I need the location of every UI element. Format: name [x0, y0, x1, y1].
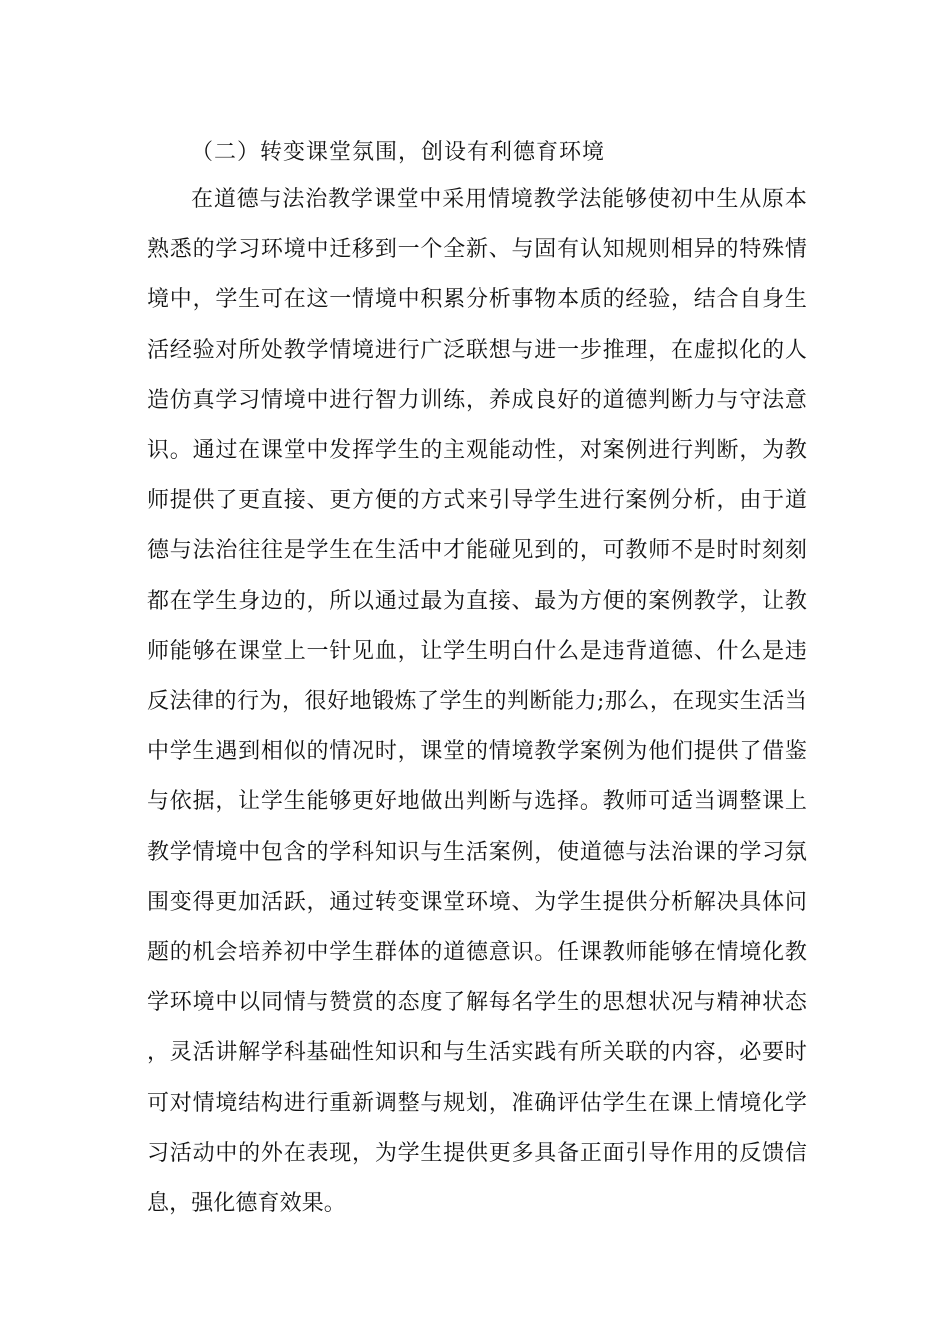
- document-body: [147, 131, 807, 1229]
- section-heading: （二）转变课堂氛围，创设有利德育环境: [191, 140, 606, 165]
- body-paragraph: 在道德与法治教学课堂中采用情境教学法能够使初中生从原本熟悉的学习环境中迁移到一个全新、与固有认知规则相异的特殊情境中，学生可在这一情境中积累分析事物本质的经验，结合自身生活经验对所处教学情境进行广泛联想与进一步推理，在虚拟化的人造仿真学习情境中进行智力训练，养成良好的道德判断力与守法意识。通过在课堂中发挥学生的主观能动性，对案例进行判断，为教师提供了更直接、更方便的方式来引导学生进行案例分析，由于道德与法治往往是学生在生活中才能碰见到的，可教师不是时时刻刻都在学生身边的，所以通过最为直接、最为方便的案例教学，让教师能够在课堂上一针见血，让学生明白什么是违背道德、什么是违反法律的行为，很好地锻炼了学生的判断能力;那么，在现实生活当中学生遇到相似的情况时，课堂的情境教学案例为他们提供了借鉴与依据，让学生能够更好地做出判断与选择。教师可适当调整课上教学情境中包含的学科知识与生活案例，使道德与法治课的学习氛围变得更加活跃，通过转变课堂环境、为学生提供分析解决具体问题的机会培养初中学生群体的道德意识。任课教师能够在情境化教学环境中以同情与赞赏的态度了解每名学生的思想状况与精神状态，灵活讲解学科基础性知识和与生活实践有所关联的内容，必要时可对情境结构进行重新调整与规划，准确评估学生在课上情境化学习活动中的外在表现，为学生提供更多具备正面引导作用的反馈信息，强化德育效果。: [147, 187, 807, 1217]
